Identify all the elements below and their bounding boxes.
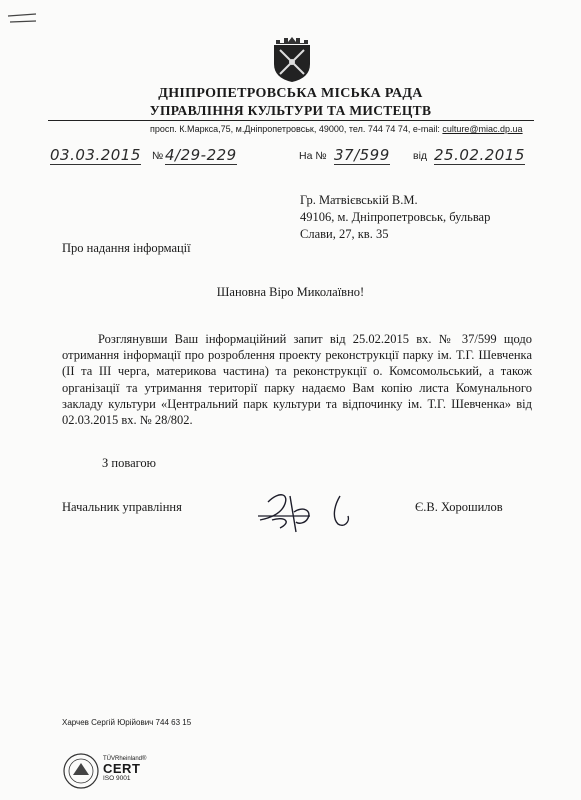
- cert-mark: CERT: [103, 761, 141, 776]
- letter-subject: Про надання інформації: [62, 241, 191, 255]
- cert-standard: ISO 9001: [103, 775, 131, 782]
- corner-stroke-mark: [6, 12, 40, 32]
- number-label: №: [152, 150, 164, 162]
- letter-greeting: Шановна Віро Миколаївно!: [216, 285, 365, 299]
- letter-body: [62, 331, 532, 428]
- reference-date: 25.02.2015: [434, 146, 525, 164]
- department-name: УПРАВЛІННЯ КУЛЬТУРИ ТА МИСТЕЦТВ: [149, 103, 432, 118]
- certification-label: [103, 756, 146, 782]
- tuv-certification-seal-icon: [62, 752, 100, 790]
- recipient-block: [300, 192, 490, 243]
- body-paragraph: Розглянувши Ваш інформаційний запит від 25.02.2015 вх. № 37/599 щодо отримання інформації про розроблення проекту реконструкції парку ім. Т.Г. Шевченка (II та III черга, материкова частина) та реконструкції о. Комсомольський, а також організації та утримання території парку надаємо Вам копію листа Комунального закладу культури «Центральний парк культури та відпочинку ім. Т.Г. Шевченка» від 02.03.2015 вх. № 28/802.: [62, 332, 532, 428]
- header-divider: [48, 120, 534, 121]
- address-text: просп. К.Маркса,75, м.Дніпропетровськ, 49000, тел. 744 74 74, e-mail:: [150, 124, 443, 134]
- city-coat-of-arms-icon: [262, 34, 322, 84]
- signer-position: Начальник управління: [62, 500, 182, 514]
- organization-address: [150, 124, 523, 134]
- closing-regards: З повагою: [102, 456, 157, 470]
- outgoing-number: 4/29-229: [165, 146, 237, 164]
- outgoing-date: 03.03.2015: [50, 146, 141, 164]
- recipient-address-line: 49106, м. Дніпропетровськ, бульвар: [300, 210, 491, 224]
- recipient-address-line: Слави, 27, кв. 35: [300, 227, 389, 241]
- recipient-name: Гр. Матвієвській В.М.: [300, 193, 418, 207]
- reference-number: 37/599: [334, 146, 390, 164]
- reference-label: На №: [299, 150, 327, 162]
- email-link[interactable]: culture@miac.dp.ua: [442, 124, 523, 134]
- handwritten-signature: [250, 482, 365, 537]
- reference-date-label: від: [413, 150, 428, 162]
- signer-name: Є.В. Хорошилов: [415, 500, 503, 514]
- executor-contact: Харчев Сергій Юрійович 744 63 15: [62, 718, 192, 727]
- organization-name: ДНІПРОПЕТРОВСЬКА МІСЬКА РАДА: [158, 86, 423, 101]
- cert-issuer: TÜVRheinland®: [103, 756, 147, 762]
